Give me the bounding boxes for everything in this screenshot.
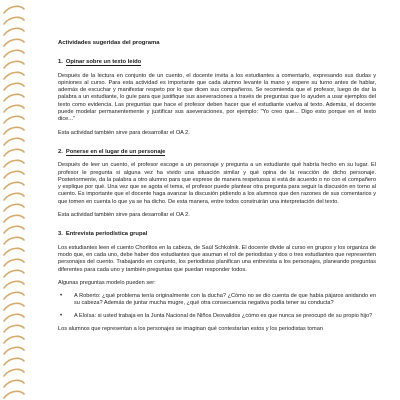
spiral-loop bbox=[4, 39, 24, 46]
spiral-loop bbox=[4, 215, 24, 222]
spiral-loop bbox=[4, 6, 24, 13]
spiral-loop bbox=[4, 116, 24, 123]
spiral-loop bbox=[4, 281, 24, 288]
section-title: Ponerse en el lugar de un personaje bbox=[65, 148, 166, 155]
bullet-icon: • bbox=[60, 312, 63, 319]
paragraph: Los estudiantes leen el cuento Chorlitos en la cabeza, de Saúl Schkolnik. El docente divide al curso en grupos y los organiza de modo que, en cada uno, debe haber dos estudiantes que asuman el rol de periodistas y dos o tres estudiantes que representen personajes del cuento. Trabajando en conjunto, los periodistas planifican una entrevista a los personajes, planeando preguntas diferentes para cada uno y también preguntas que puedan responder todos. bbox=[58, 244, 376, 273]
spiral-loop bbox=[4, 391, 24, 398]
paragraph: Después de la lectura en conjunto de un cuento, el docente invita a los estudiantes a comentarlo, expresando sus dudas y opiniones al curso. Para esta actividad es importante que cada alumno levante la mano y espere su turno antes de hablar, además de escuchar y manifestar respeto por lo que dicen sus compañeros. Se recomienda que el profesor, luego de dar la palabra a un estudiante, lo guíe para que justifique sus aseveraciones a través de preguntas que lo ayuden a usar ejemplos del texto como evidencia. Las preguntas que hace el profesor deben hacer que el estudiante vuelva al texto. Además, el docente puede modelar permanentemente y justificar sus aseveraciones, por ejemplo: "Yo creo que... Digo esto porque en el texto dice..." bbox=[58, 72, 376, 123]
spiral-loop bbox=[4, 182, 24, 189]
section-number: 3. bbox=[58, 231, 63, 238]
section-1 bbox=[58, 59, 376, 137]
spiral-loop bbox=[4, 259, 24, 266]
section-heading bbox=[58, 59, 376, 66]
notebook-spiral-decoration bbox=[0, 0, 30, 400]
spiral-loop bbox=[4, 314, 24, 321]
page-title: Actividades sugeridas del programa bbox=[58, 40, 160, 46]
spiral-loop bbox=[4, 204, 24, 211]
spiral-loop bbox=[4, 358, 24, 365]
section-2 bbox=[58, 149, 376, 219]
spiral-loop bbox=[4, 347, 24, 354]
section-title: Opinar sobre un texto leído bbox=[65, 59, 142, 66]
list-item-text: A Roberto: ¿qué problema tenía originalmente con la ducha? ¿Cómo no se dio cuenta de que había pájaros anidando en su cabeza? Además de juntar mucha mugre, ¿qué otra consecuencia negativa podía tener su conducta? bbox=[74, 293, 376, 307]
question-list bbox=[58, 293, 376, 320]
spiral-loop bbox=[4, 270, 24, 277]
spiral-loop bbox=[4, 127, 24, 134]
list-item-text: A Eloísa: si usted trabaja en la Junta Nacional de Niños Desvalidos ¿cómo es que nunca se preocupó de su propio hijo? bbox=[74, 312, 373, 319]
section-number: 1. bbox=[58, 59, 63, 66]
spiral-loop bbox=[4, 105, 24, 112]
spiral-loop bbox=[4, 171, 24, 178]
spiral-loop bbox=[4, 160, 24, 167]
spiral-loop bbox=[4, 149, 24, 156]
paragraph-lead: Algunas preguntas modelo pueden ser: bbox=[58, 279, 156, 286]
section-title: Entrevista periodística grupal bbox=[65, 231, 148, 238]
section-heading bbox=[58, 231, 376, 238]
list-item bbox=[58, 313, 376, 320]
spiral-loop bbox=[4, 303, 24, 310]
spiral-loop bbox=[4, 28, 24, 35]
spiral-loop bbox=[4, 138, 24, 145]
paragraph-note: Esta actividad también sirve para desarrollar el OA 2. bbox=[58, 129, 190, 136]
spiral-loop bbox=[4, 193, 24, 200]
spiral-loop bbox=[4, 50, 24, 57]
spiral-loop bbox=[4, 237, 24, 244]
spiral-loop bbox=[4, 292, 24, 299]
section-heading bbox=[58, 149, 376, 156]
document-page bbox=[58, 40, 376, 339]
section-number: 2. bbox=[58, 148, 63, 155]
spiral-loop bbox=[4, 83, 24, 90]
spiral-loop bbox=[4, 72, 24, 79]
spiral-loop bbox=[4, 17, 24, 24]
spiral-loop bbox=[4, 380, 24, 387]
paragraph-note: Esta actividad también sirve para desarrollar el OA 2. bbox=[58, 212, 190, 219]
spiral-loop bbox=[4, 61, 24, 68]
list-item bbox=[58, 293, 376, 308]
spiral-loop bbox=[4, 226, 24, 233]
paragraph: Los alumnos que representan a los personajes se imaginan qué contestarían estos y los periodistas toman bbox=[58, 326, 323, 333]
spiral-loop bbox=[4, 94, 24, 101]
section-3 bbox=[58, 231, 376, 333]
spiral-loop bbox=[4, 369, 24, 376]
spiral-loop bbox=[4, 336, 24, 343]
bullet-icon: • bbox=[60, 293, 63, 300]
spiral-loop bbox=[4, 248, 24, 255]
paragraph: Después de leer un cuento, el profesor escoge a un personaje y pregunta a un estudiante qué habría hecho en su lugar. El profesor le pregunta si alguna vez ha vivido una situación similar y qué opina de la reacción de dicho personaje. Posteriormente, da la palabra a otro alumno para que exprese de manera respetuosa si está de acuerdo o no con el compañero y explique por qué. Una vez que se agota el tema, el profesor puede plantear otra pregunta para seguir la discusión en torno al cuento. Es importante que el docente haga avanzar la discusión pidiendo a los alumnos que den razones de sus comentarios y que tomen en cuenta lo que ya se ha dicho. De esta manera, entre todos construirán una interpretación del texto. bbox=[58, 162, 376, 205]
spiral-loop bbox=[4, 325, 24, 332]
